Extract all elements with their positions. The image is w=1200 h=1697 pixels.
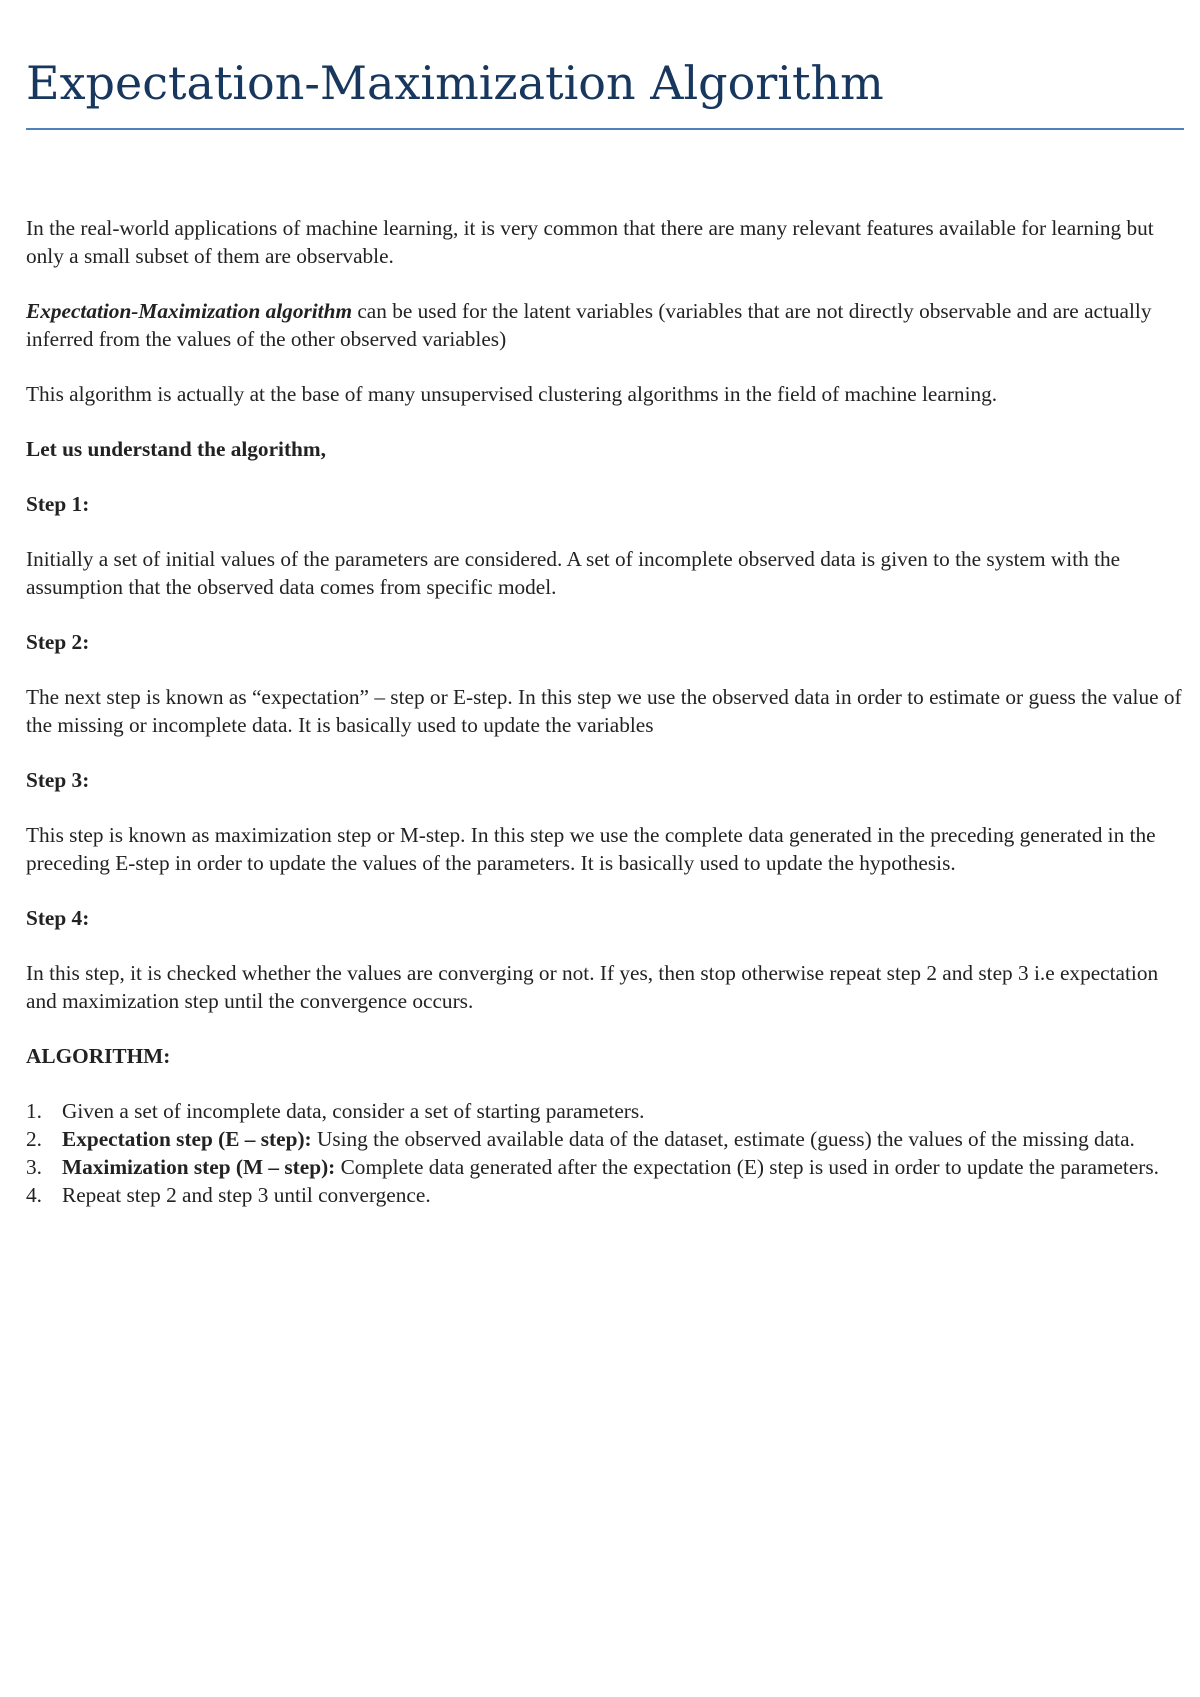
list-item	[26, 1125, 1186, 1153]
algorithm-heading: ALGORITHM:	[26, 1044, 171, 1068]
step-3-text: This step is known as maximization step or M-step. In this step we use the complete data generated in the preceding generated in the preceding E-step in order to update the values of the parameters. It is basically used to update the hypothesis.	[26, 823, 1156, 875]
list-item	[26, 1097, 1186, 1125]
title-underline	[26, 128, 1184, 130]
em-description: can be used for the latent variables (variables that are not directly observable and are actually inferred from the values of the other observed variables)	[26, 299, 1152, 351]
step-4-text: In this step, it is checked whether the values are converging or not. If yes, then stop otherwise repeat step 2 and step 3 i.e expectation and maximization step until the convergence occurs.	[26, 961, 1159, 1013]
list-number: 1.	[26, 1099, 42, 1123]
list-item-text: Repeat step 2 and step 3 until convergence.	[62, 1183, 431, 1207]
list-number: 3.	[26, 1155, 42, 1179]
step-4-heading: Step 4:	[26, 906, 90, 930]
list-item	[26, 1181, 1186, 1209]
step-2-heading: Step 2:	[26, 630, 90, 654]
list-item-bold: Expectation step (E – step):	[62, 1127, 312, 1151]
list-number: 2.	[26, 1127, 42, 1151]
base-paragraph: This algorithm is actually at the base of many unsupervised clustering algorithms in the field of machine learning.	[26, 382, 998, 406]
list-number: 4.	[26, 1183, 42, 1207]
em-paragraph	[26, 297, 1186, 353]
step-2-text: The next step is known as “expectation” – step or E-step. In this step we use the observed data in order to estimate or guess the value of the missing or incomplete data. It is basically used to update the variables	[26, 685, 1182, 737]
list-item	[26, 1153, 1186, 1181]
document-body	[26, 214, 1186, 1209]
algorithm-list	[26, 1097, 1186, 1209]
intro-paragraph: In the real-world applications of machine learning, it is very common that there are many relevant features available for learning but only a small subset of them are observable.	[26, 216, 1154, 268]
understand-heading: Let us understand the algorithm,	[26, 437, 326, 461]
document-title: Expectation-Maximization Algorithm	[26, 56, 884, 110]
list-item-bold: Maximization step (M – step):	[62, 1155, 336, 1179]
list-item-text: Using the observed available data of the dataset, estimate (guess) the values of the missing data.	[311, 1127, 1135, 1151]
step-1-text: Initially a set of initial values of the parameters are considered. A set of incomplete observed data is given to the system with the assumption that the observed data comes from specific model.	[26, 547, 1121, 599]
step-3-heading: Step 3:	[26, 768, 90, 792]
list-item-text: Complete data generated after the expectation (E) step is used in order to update the parameters.	[335, 1155, 1160, 1179]
list-item-text: Given a set of incomplete data, consider a set of starting parameters.	[62, 1099, 645, 1123]
step-1-heading: Step 1:	[26, 492, 90, 516]
em-term: Expectation-Maximization algorithm	[26, 299, 353, 323]
